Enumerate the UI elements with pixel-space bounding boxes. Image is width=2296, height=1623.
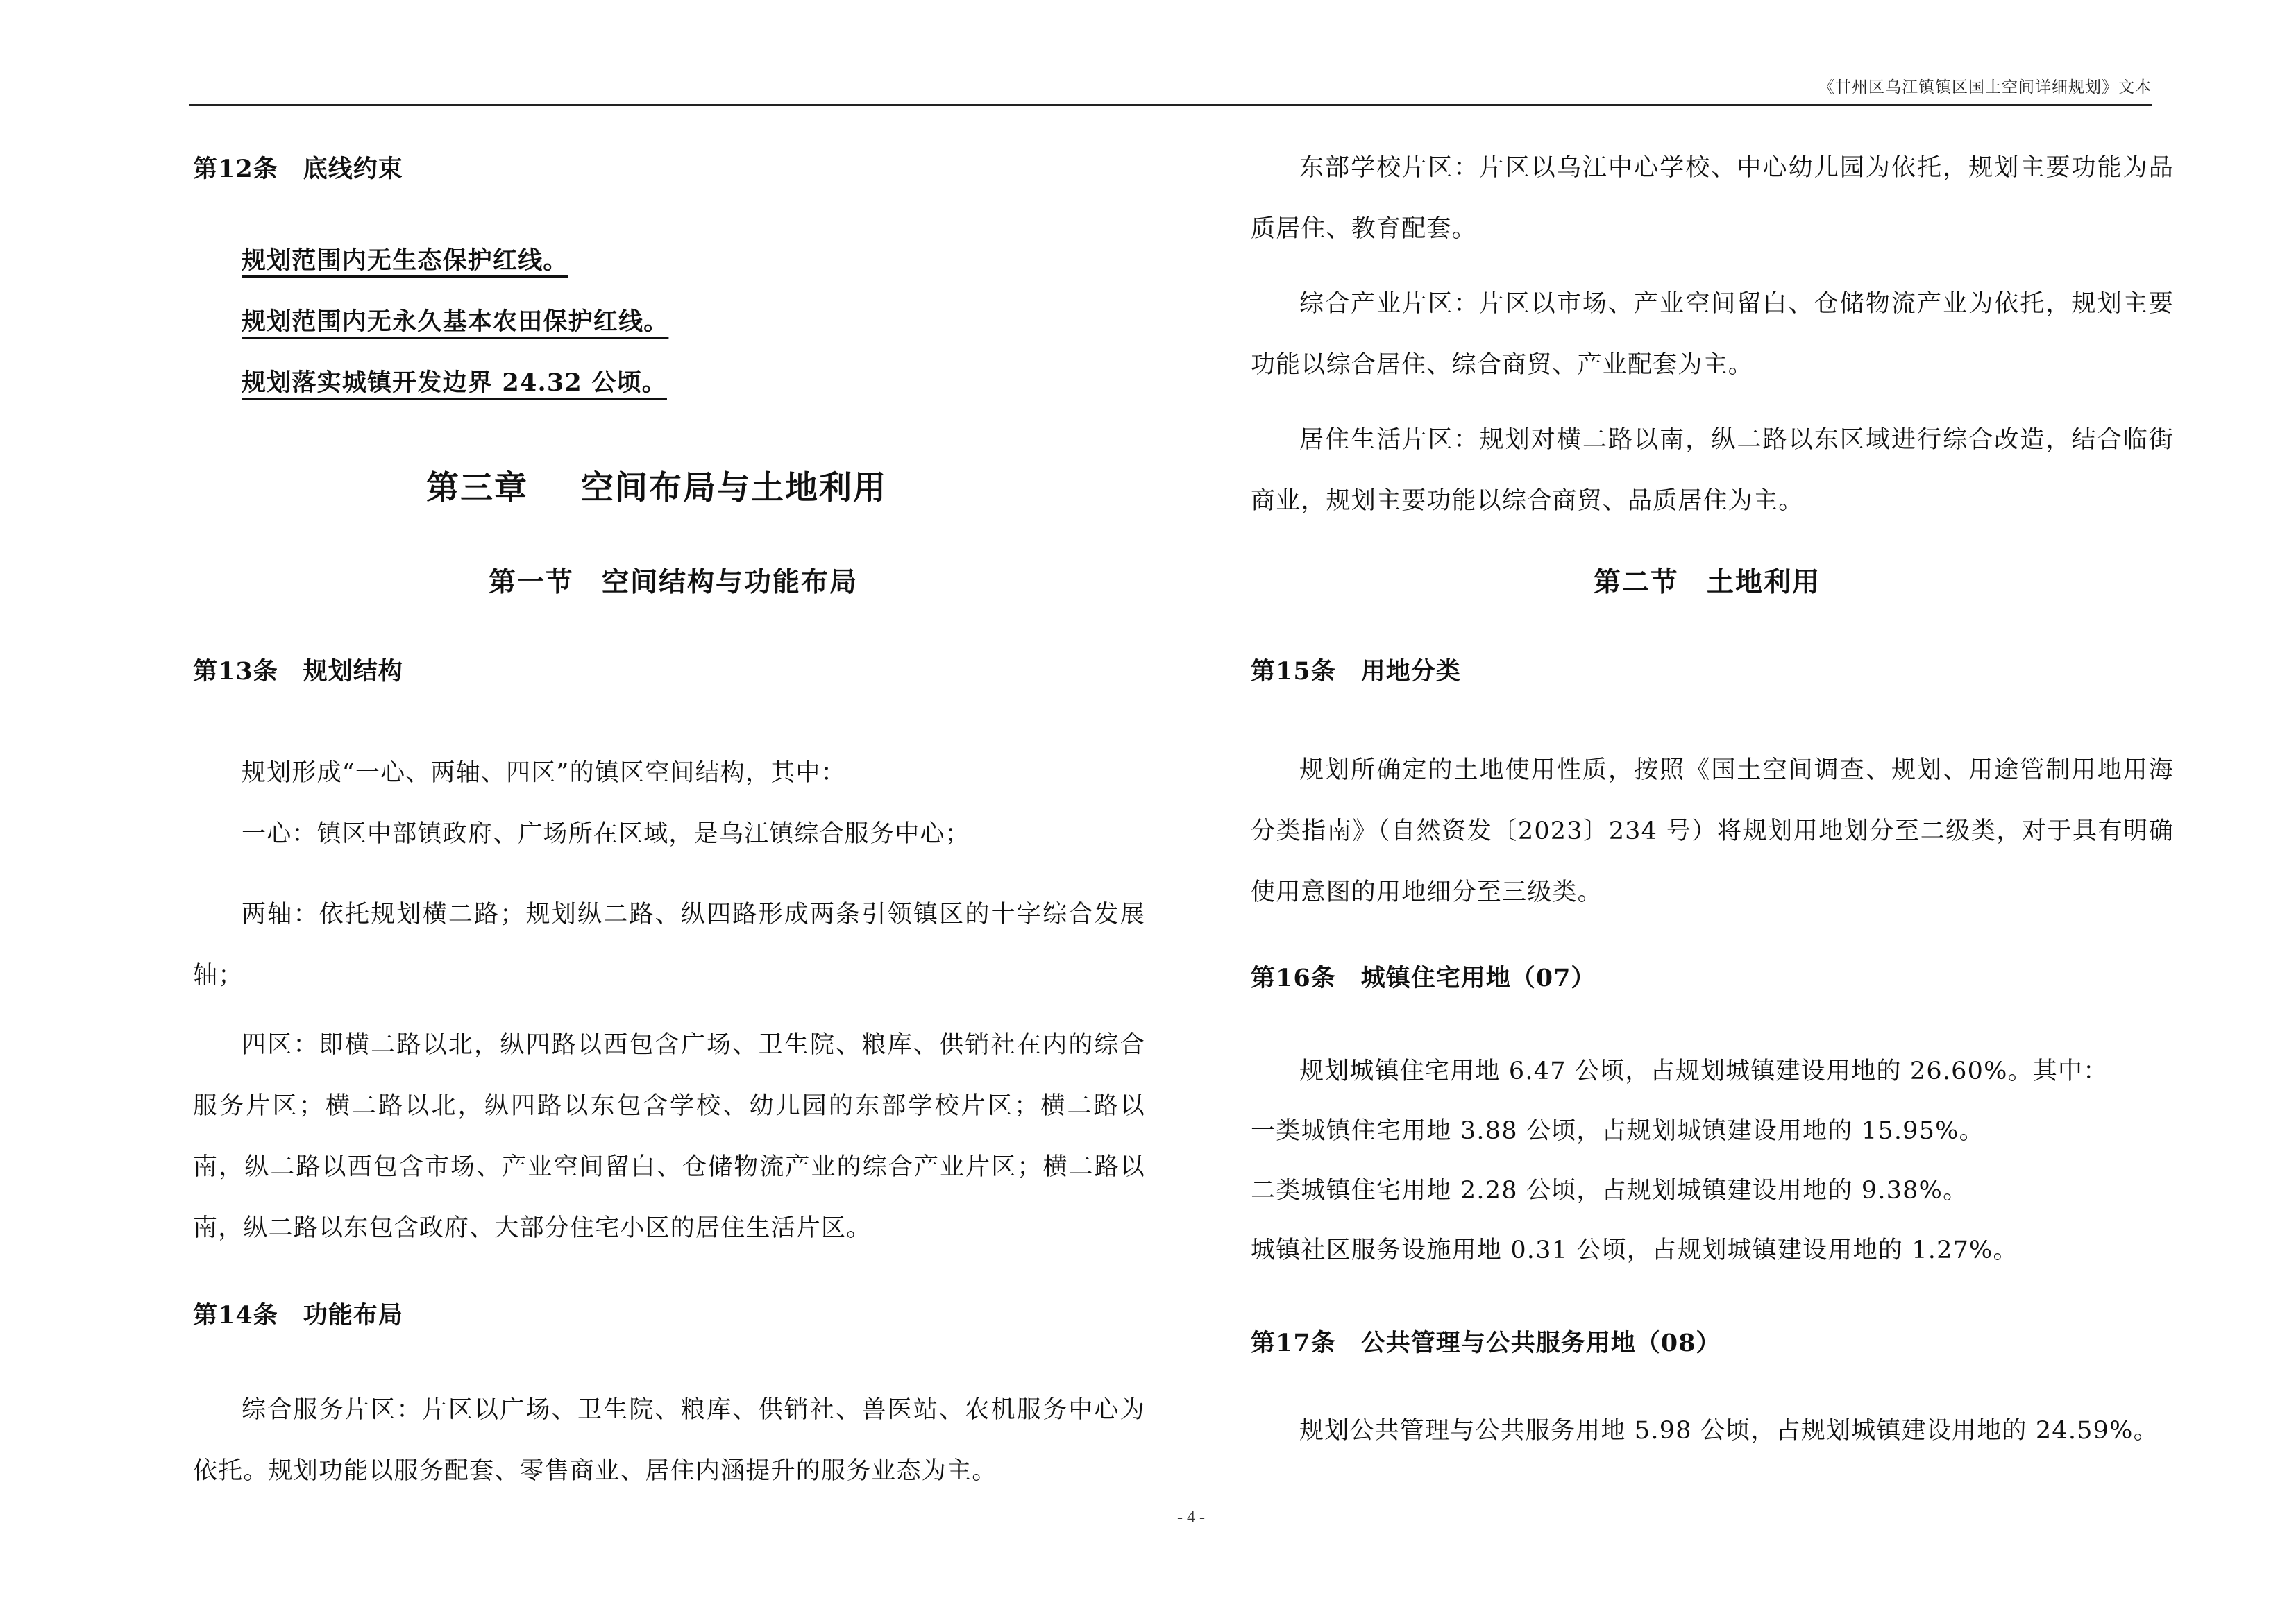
article-title: 底线约束 [303, 155, 403, 183]
section-1-title: 第一节 空间结构与功能布局 [489, 567, 859, 598]
paragraph-residential-class1: 一类城镇住宅用地 3.88 公顷，占规划城镇建设用地的 15.95%。 [1251, 1117, 1984, 1145]
article-title: 功能布局 [303, 1301, 403, 1329]
paragraph-industry-zone: 综合产业片区：片区以市场、产业空间留白、仓储物流产业为依托，规划主要功能以综合居住、综合商贸、产业配套为主。 [1251, 290, 2174, 379]
article-13-heading [193, 652, 403, 687]
redline-item: 规划范围内无永久基本农田保护红线。 [242, 307, 669, 336]
paragraph-axes: 两轴：依托规划横二路；规划纵二路、纵四路形成两条引领镇区的十字综合发展轴； [193, 901, 1145, 989]
paragraph-residential-class2: 二类城镇住宅用地 2.28 公顷，占规划城镇建设用地的 9.38%。 [1251, 1177, 1968, 1205]
paragraph-land-classification: 规划所确定的土地使用性质，按照《国土空间调查、规划、用途管制用地用海分类指南》（自然资发〔2023〕234 号）将规划用地划分至二级类，对于具有明确使用意图的用地细分至三级类。 [1251, 756, 2174, 906]
paragraph-community-facilities: 城镇社区服务设施用地 0.31 公顷，占规划城镇建设用地的 1.27%。 [1251, 1237, 2018, 1264]
article-title: 规划结构 [303, 657, 403, 686]
paragraph-structure: 规划形成“一心、两轴、四区”的镇区空间结构，其中： [242, 759, 846, 787]
document-title-header: 《甘州区乌江镇镇区国土空间详细规划》文本 [1818, 78, 2152, 96]
article-title: 用地分类 [1360, 657, 1461, 686]
paragraph-living-zone: 居住生活片区：规划对横二路以南，纵二路以东区域进行综合改造，结合临街商业，规划主要功能以综合商贸、品质居住为主。 [1251, 426, 2174, 515]
article-14-heading [193, 1296, 403, 1331]
article-title: 公共管理与公共服务用地（08） [1360, 1329, 1721, 1357]
article-16-heading [1251, 959, 1596, 994]
article-title: 城镇住宅用地（07） [1360, 964, 1596, 992]
article-number: 第16条 [1251, 964, 1336, 992]
section-2-title: 第二节 土地利用 [1594, 567, 1821, 598]
article-15-heading [1251, 652, 1461, 687]
article-number: 第12条 [193, 155, 278, 183]
paragraph-service-zone: 综合服务片区：片区以广场、卫生院、粮库、供销社、兽医站、农机服务中心为依托。规划功能以服务配套、零售商业、居住内涵提升的服务业态为主。 [193, 1396, 1145, 1485]
paragraph-school-zone: 东部学校片区：片区以乌江中心学校、中心幼儿园为依托，规划主要功能为品质居住、教育配套。 [1251, 154, 2174, 243]
article-17-heading [1251, 1324, 1721, 1359]
paragraph-zones: 四区：即横二路以北，纵四路以西包含广场、卫生院、粮库、供销社在内的综合服务片区；横二路以北，纵四路以东包含学校、幼儿园的东部学校片区；横二路以南，纵二路以西包含市场、产业空间留白、仓储物流产业的综合产业片区；横二路以南，纵二路以东包含政府、大部分住宅小区的居住生活片区。 [193, 1031, 1145, 1242]
paragraph-public-service-land: 规划公共管理与公共服务用地 5.98 公顷，占规划城镇建设用地的 24.59%。 [1299, 1417, 2159, 1445]
page-number: - 4 - [1177, 1509, 1205, 1527]
article-number: 第15条 [1251, 657, 1336, 686]
chapter-title: 第三章 空间布局与土地利用 [426, 469, 887, 507]
article-number: 第17条 [1251, 1329, 1336, 1357]
article-number: 第14条 [193, 1301, 278, 1329]
article-12-heading [193, 150, 403, 185]
redline-item: 规划落实城镇开发边界 24.32 公顷。 [242, 368, 667, 397]
article-number: 第13条 [193, 657, 278, 686]
paragraph-residential-total: 规划城镇住宅用地 6.47 公顷，占规划城镇建设用地的 26.60%。其中： [1299, 1057, 2109, 1085]
paragraph-center: 一心：镇区中部镇政府、广场所在区域，是乌江镇综合服务中心； [242, 820, 970, 848]
header-divider [189, 104, 2152, 106]
redline-item: 规划范围内无生态保护红线。 [242, 246, 568, 275]
